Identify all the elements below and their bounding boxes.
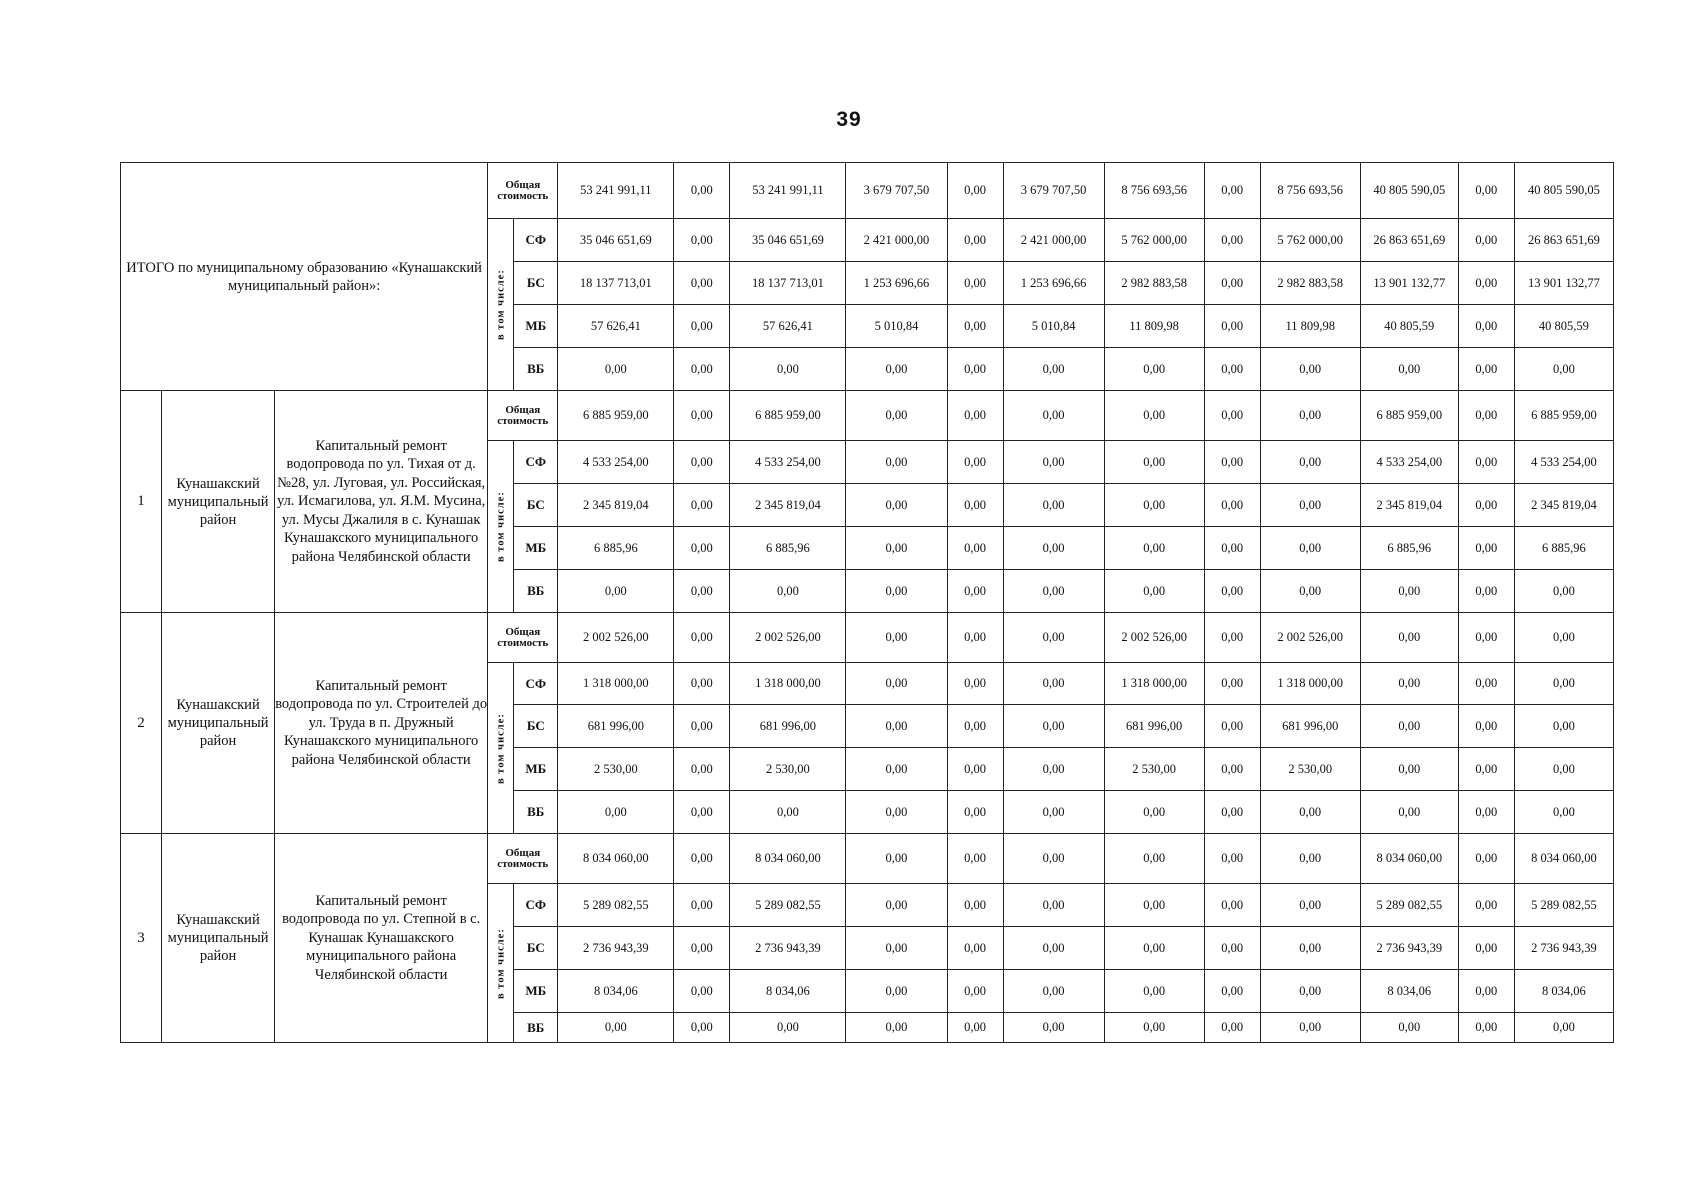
amount-cell: 0,00 [846,748,947,791]
amount-cell: 2 421 000,00 [1003,219,1104,262]
amount-cell: 0,00 [846,348,947,391]
amount-cell: 0,00 [674,927,730,970]
amount-cell: 0,00 [674,527,730,570]
amount-cell: 0,00 [1204,884,1260,927]
amount-cell: 5 289 082,55 [1514,884,1613,927]
amount-cell: 2 345 819,04 [1360,484,1458,527]
funding-code: ВБ [514,791,558,834]
amount-cell: 0,00 [1514,663,1613,705]
amount-cell: 6 885,96 [558,527,674,570]
amount-cell: 11 809,98 [1260,305,1360,348]
amount-cell: 0,00 [1260,570,1360,613]
amount-cell: 0,00 [674,613,730,663]
amount-cell: 0,00 [846,970,947,1013]
amount-cell: 0,00 [947,613,1003,663]
funding-code: ВБ [514,1013,558,1043]
amount-cell: 0,00 [947,927,1003,970]
amount-cell: 0,00 [846,613,947,663]
object-district: Кунашакский муниципальный район [162,391,275,613]
amount-cell: 0,00 [947,970,1003,1013]
amount-cell: 0,00 [730,570,846,613]
including-label: в том числе: [488,441,514,613]
amount-cell: 0,00 [674,348,730,391]
amount-cell: 0,00 [1104,441,1204,484]
amount-cell: 0,00 [1514,613,1613,663]
amount-cell: 0,00 [947,1013,1003,1043]
amount-cell: 0,00 [846,391,947,441]
amount-cell: 0,00 [846,834,947,884]
amount-cell: 0,00 [1360,748,1458,791]
amount-cell: 35 046 651,69 [558,219,674,262]
amount-cell: 0,00 [1458,348,1514,391]
amount-cell: 13 901 132,77 [1514,262,1613,305]
amount-cell: 40 805,59 [1514,305,1613,348]
amount-cell: 8 034 060,00 [1360,834,1458,884]
amount-cell: 0,00 [1260,441,1360,484]
amount-cell: 0,00 [1204,305,1260,348]
amount-cell: 2 421 000,00 [846,219,947,262]
amount-cell: 0,00 [1204,527,1260,570]
amount-cell: 0,00 [674,970,730,1013]
amount-cell: 0,00 [1204,663,1260,705]
amount-cell: 0,00 [730,348,846,391]
amount-cell: 0,00 [1204,748,1260,791]
amount-cell: 2 345 819,04 [558,484,674,527]
amount-cell: 5 762 000,00 [1260,219,1360,262]
amount-cell: 0,00 [1458,834,1514,884]
amount-cell: 0,00 [1260,484,1360,527]
amount-cell: 18 137 713,01 [730,262,846,305]
amount-cell: 0,00 [558,348,674,391]
amount-cell: 0,00 [1204,391,1260,441]
amount-cell: 5 289 082,55 [730,884,846,927]
amount-cell: 0,00 [674,163,730,219]
amount-cell: 0,00 [1204,484,1260,527]
amount-cell: 0,00 [1514,1013,1613,1043]
amount-cell: 5 762 000,00 [1104,219,1204,262]
amount-cell: 0,00 [1204,441,1260,484]
amount-cell: 2 002 526,00 [558,613,674,663]
amount-cell: 0,00 [947,663,1003,705]
amount-cell: 0,00 [1260,391,1360,441]
amount-cell: 2 002 526,00 [730,613,846,663]
amount-cell: 0,00 [947,570,1003,613]
including-label: в том числе: [488,219,514,391]
amount-cell: 0,00 [1204,348,1260,391]
amount-cell: 0,00 [1204,219,1260,262]
funding-code: СФ [514,884,558,927]
amount-cell: 0,00 [1260,970,1360,1013]
amount-cell: 0,00 [1360,705,1458,748]
table-row [121,834,1614,884]
amount-cell: 2 982 883,58 [1260,262,1360,305]
amount-cell: 5 289 082,55 [1360,884,1458,927]
amount-cell: 0,00 [1458,970,1514,1013]
amount-cell: 11 809,98 [1104,305,1204,348]
amount-cell: 2 002 526,00 [1104,613,1204,663]
funding-code: СФ [514,663,558,705]
amount-cell: 0,00 [730,1013,846,1043]
amount-cell: 3 679 707,50 [846,163,947,219]
amount-cell: 0,00 [1204,1013,1260,1043]
amount-cell: 1 253 696,66 [846,262,947,305]
amount-cell: 0,00 [846,441,947,484]
amount-cell: 57 626,41 [558,305,674,348]
amount-cell: 0,00 [1260,1013,1360,1043]
amount-cell: 2 345 819,04 [730,484,846,527]
amount-cell: 0,00 [947,884,1003,927]
amount-cell: 0,00 [1003,705,1104,748]
amount-cell: 0,00 [1260,348,1360,391]
amount-cell: 0,00 [1104,970,1204,1013]
amount-cell: 8 034,06 [730,970,846,1013]
amount-cell: 0,00 [1003,834,1104,884]
amount-cell: 6 885,96 [1514,527,1613,570]
amount-cell: 0,00 [1458,705,1514,748]
amount-cell: 0,00 [1458,305,1514,348]
amount-cell: 8 034,06 [558,970,674,1013]
amount-cell: 26 863 651,69 [1514,219,1613,262]
amount-cell: 1 318 000,00 [730,663,846,705]
amount-cell: 0,00 [1514,705,1613,748]
amount-cell: 0,00 [1003,348,1104,391]
amount-cell: 0,00 [1003,884,1104,927]
funding-code: СФ [514,219,558,262]
table-row [121,163,1614,219]
amount-cell: 0,00 [1260,884,1360,927]
total-cost-label: Общая стоимость [488,163,558,219]
amount-cell: 2 530,00 [558,748,674,791]
amount-cell: 0,00 [674,834,730,884]
amount-cell: 0,00 [1204,834,1260,884]
amount-cell: 6 885 959,00 [1360,391,1458,441]
amount-cell: 0,00 [674,663,730,705]
table-row [121,391,1614,441]
amount-cell: 0,00 [674,748,730,791]
page-number: 39 [836,108,862,131]
amount-cell: 0,00 [1458,570,1514,613]
amount-cell: 0,00 [674,570,730,613]
object-description: Капитальный ремонт водопровода по ул. Степной в с. Кунашак Кунашакского муниципального района Челябинской области [275,834,488,1043]
total-cost-label: Общая стоимость [488,391,558,441]
amount-cell: 0,00 [674,791,730,834]
amount-cell: 0,00 [846,570,947,613]
amount-cell: 0,00 [846,527,947,570]
amount-cell: 53 241 991,11 [558,163,674,219]
amount-cell: 57 626,41 [730,305,846,348]
amount-cell: 0,00 [1360,663,1458,705]
amount-cell: 40 805 590,05 [1360,163,1458,219]
amount-cell: 1 318 000,00 [558,663,674,705]
amount-cell: 40 805 590,05 [1514,163,1613,219]
amount-cell: 0,00 [1003,1013,1104,1043]
amount-cell: 0,00 [1003,663,1104,705]
amount-cell: 13 901 132,77 [1360,262,1458,305]
table-body [121,163,1614,1043]
amount-cell: 0,00 [1260,527,1360,570]
amount-cell: 0,00 [1458,1013,1514,1043]
amount-cell: 0,00 [1104,348,1204,391]
amount-cell: 0,00 [1003,441,1104,484]
amount-cell: 0,00 [1360,1013,1458,1043]
amount-cell: 0,00 [947,748,1003,791]
amount-cell: 0,00 [1458,441,1514,484]
object-description: Капитальный ремонт водопровода по ул. Строителей до ул. Труда в п. Дружный Кунашакского муниципального района Челябинской области [275,613,488,834]
amount-cell: 4 533 254,00 [1360,441,1458,484]
amount-cell: 0,00 [1204,262,1260,305]
object-district: Кунашакский муниципальный район [162,834,275,1043]
amount-cell: 0,00 [674,219,730,262]
amount-cell: 681 996,00 [1104,705,1204,748]
amount-cell: 0,00 [1260,927,1360,970]
amount-cell: 26 863 651,69 [1360,219,1458,262]
funding-code: ВБ [514,570,558,613]
amount-cell: 1 318 000,00 [1104,663,1204,705]
amount-cell: 0,00 [1360,570,1458,613]
amount-cell: 0,00 [947,348,1003,391]
amount-cell: 0,00 [1458,884,1514,927]
amount-cell: 0,00 [1458,484,1514,527]
amount-cell: 0,00 [846,791,947,834]
funding-code: ВБ [514,348,558,391]
amount-cell: 0,00 [1104,927,1204,970]
amount-cell: 0,00 [1514,748,1613,791]
amount-cell: 0,00 [1360,613,1458,663]
amount-cell: 35 046 651,69 [730,219,846,262]
amount-cell: 0,00 [558,1013,674,1043]
amount-cell: 0,00 [947,441,1003,484]
amount-cell: 0,00 [1514,348,1613,391]
amount-cell: 0,00 [558,570,674,613]
object-index: 3 [121,834,162,1043]
amount-cell: 0,00 [1204,927,1260,970]
amount-cell: 0,00 [1003,570,1104,613]
amount-cell: 4 533 254,00 [558,441,674,484]
funding-code: МБ [514,305,558,348]
amount-cell: 2 982 883,58 [1104,262,1204,305]
amount-cell: 0,00 [1458,163,1514,219]
object-index: 2 [121,613,162,834]
amount-cell: 53 241 991,11 [730,163,846,219]
amount-cell: 0,00 [1104,834,1204,884]
amount-cell: 681 996,00 [1260,705,1360,748]
amount-cell: 2 530,00 [730,748,846,791]
amount-cell: 0,00 [674,1013,730,1043]
amount-cell: 8 034,06 [1514,970,1613,1013]
amount-cell: 0,00 [1458,791,1514,834]
amount-cell: 8 034 060,00 [558,834,674,884]
amount-cell: 0,00 [846,1013,947,1043]
including-label: в том числе: [488,663,514,834]
amount-cell: 0,00 [1204,970,1260,1013]
amount-cell: 0,00 [846,663,947,705]
amount-cell: 0,00 [1514,791,1613,834]
funding-code: СФ [514,441,558,484]
amount-cell: 0,00 [674,305,730,348]
amount-cell: 6 885,96 [1360,527,1458,570]
amount-cell: 0,00 [947,527,1003,570]
amount-cell: 0,00 [947,484,1003,527]
amount-cell: 0,00 [1104,527,1204,570]
amount-cell: 4 533 254,00 [730,441,846,484]
amount-cell: 1 253 696,66 [1003,262,1104,305]
funding-code: МБ [514,527,558,570]
amount-cell: 0,00 [947,163,1003,219]
amount-cell: 0,00 [1458,391,1514,441]
amount-cell: 0,00 [947,705,1003,748]
amount-cell: 0,00 [1360,791,1458,834]
amount-cell: 0,00 [846,927,947,970]
amount-cell: 0,00 [674,391,730,441]
amount-cell: 6 885 959,00 [558,391,674,441]
amount-cell: 0,00 [1104,570,1204,613]
amount-cell: 0,00 [1003,970,1104,1013]
amount-cell: 2 345 819,04 [1514,484,1613,527]
amount-cell: 0,00 [1104,884,1204,927]
amount-cell: 8 034,06 [1360,970,1458,1013]
amount-cell: 0,00 [1104,1013,1204,1043]
amount-cell: 0,00 [1003,748,1104,791]
summary-title: ИТОГО по муниципальному образованию «Кунашакский муниципальный район»: [121,163,488,391]
table-row [121,613,1614,663]
amount-cell: 0,00 [674,705,730,748]
amount-cell: 2 002 526,00 [1260,613,1360,663]
amount-cell: 0,00 [1104,484,1204,527]
amount-cell: 0,00 [674,441,730,484]
amount-cell: 0,00 [947,219,1003,262]
amount-cell: 0,00 [1204,570,1260,613]
funding-code: БС [514,484,558,527]
amount-cell: 0,00 [947,834,1003,884]
amount-cell: 5 010,84 [1003,305,1104,348]
amount-cell: 0,00 [947,305,1003,348]
amount-cell: 0,00 [674,884,730,927]
amount-cell: 0,00 [1514,570,1613,613]
amount-cell: 0,00 [1003,527,1104,570]
amount-cell: 0,00 [1003,391,1104,441]
amount-cell: 4 533 254,00 [1514,441,1613,484]
amount-cell: 5 289 082,55 [558,884,674,927]
amount-cell: 2 736 943,39 [1514,927,1613,970]
amount-cell: 0,00 [1458,527,1514,570]
amount-cell: 0,00 [1458,927,1514,970]
amount-cell: 6 885,96 [730,527,846,570]
amount-cell: 0,00 [1003,791,1104,834]
total-cost-label: Общая стоимость [488,834,558,884]
amount-cell: 0,00 [674,484,730,527]
amount-cell: 0,00 [1204,613,1260,663]
amount-cell: 681 996,00 [730,705,846,748]
object-description: Капитальный ремонт водопровода по ул. Тихая от д. №28, ул. Луговая, ул. Российская, ул. Исмагилова, ул. Я.М. Мусина, ул. Мусы Джалиля в с. Кунашак Кунашакского муниципального района Челябинской области [275,391,488,613]
funding-code: БС [514,705,558,748]
amount-cell: 0,00 [1003,927,1104,970]
amount-cell: 0,00 [558,791,674,834]
amount-cell: 0,00 [846,705,947,748]
amount-cell: 3 679 707,50 [1003,163,1104,219]
amount-cell: 0,00 [1458,262,1514,305]
amount-cell: 0,00 [846,484,947,527]
amount-cell: 0,00 [1204,163,1260,219]
amount-cell: 0,00 [1458,219,1514,262]
funding-code: МБ [514,970,558,1013]
amount-cell: 8 034 060,00 [730,834,846,884]
amount-cell: 0,00 [730,791,846,834]
including-label: в том числе: [488,884,514,1043]
amount-cell: 2 530,00 [1104,748,1204,791]
financing-table [120,162,1614,1043]
object-district: Кунашакский муниципальный район [162,613,275,834]
amount-cell: 0,00 [947,262,1003,305]
amount-cell: 0,00 [1204,705,1260,748]
amount-cell: 0,00 [1458,748,1514,791]
amount-cell: 2 736 943,39 [1360,927,1458,970]
total-cost-label: Общая стоимость [488,613,558,663]
amount-cell: 0,00 [1458,613,1514,663]
amount-cell: 2 530,00 [1260,748,1360,791]
amount-cell: 2 736 943,39 [730,927,846,970]
amount-cell: 6 885 959,00 [1514,391,1613,441]
amount-cell: 2 736 943,39 [558,927,674,970]
funding-code: БС [514,927,558,970]
amount-cell: 0,00 [947,791,1003,834]
amount-cell: 40 805,59 [1360,305,1458,348]
amount-cell: 0,00 [1003,484,1104,527]
amount-cell: 0,00 [674,262,730,305]
amount-cell: 681 996,00 [558,705,674,748]
amount-cell: 5 010,84 [846,305,947,348]
amount-cell: 0,00 [1360,348,1458,391]
amount-cell: 18 137 713,01 [558,262,674,305]
amount-cell: 0,00 [947,391,1003,441]
funding-code: МБ [514,748,558,791]
amount-cell: 0,00 [1260,791,1360,834]
amount-cell: 8 756 693,56 [1104,163,1204,219]
amount-cell: 8 756 693,56 [1260,163,1360,219]
amount-cell: 0,00 [1104,391,1204,441]
amount-cell: 0,00 [1204,791,1260,834]
amount-cell: 0,00 [1003,613,1104,663]
funding-code: БС [514,262,558,305]
object-index: 1 [121,391,162,613]
amount-cell: 0,00 [1260,834,1360,884]
amount-cell: 6 885 959,00 [730,391,846,441]
amount-cell: 0,00 [846,884,947,927]
amount-cell: 0,00 [1458,663,1514,705]
amount-cell: 0,00 [1104,791,1204,834]
amount-cell: 1 318 000,00 [1260,663,1360,705]
amount-cell: 8 034 060,00 [1514,834,1613,884]
